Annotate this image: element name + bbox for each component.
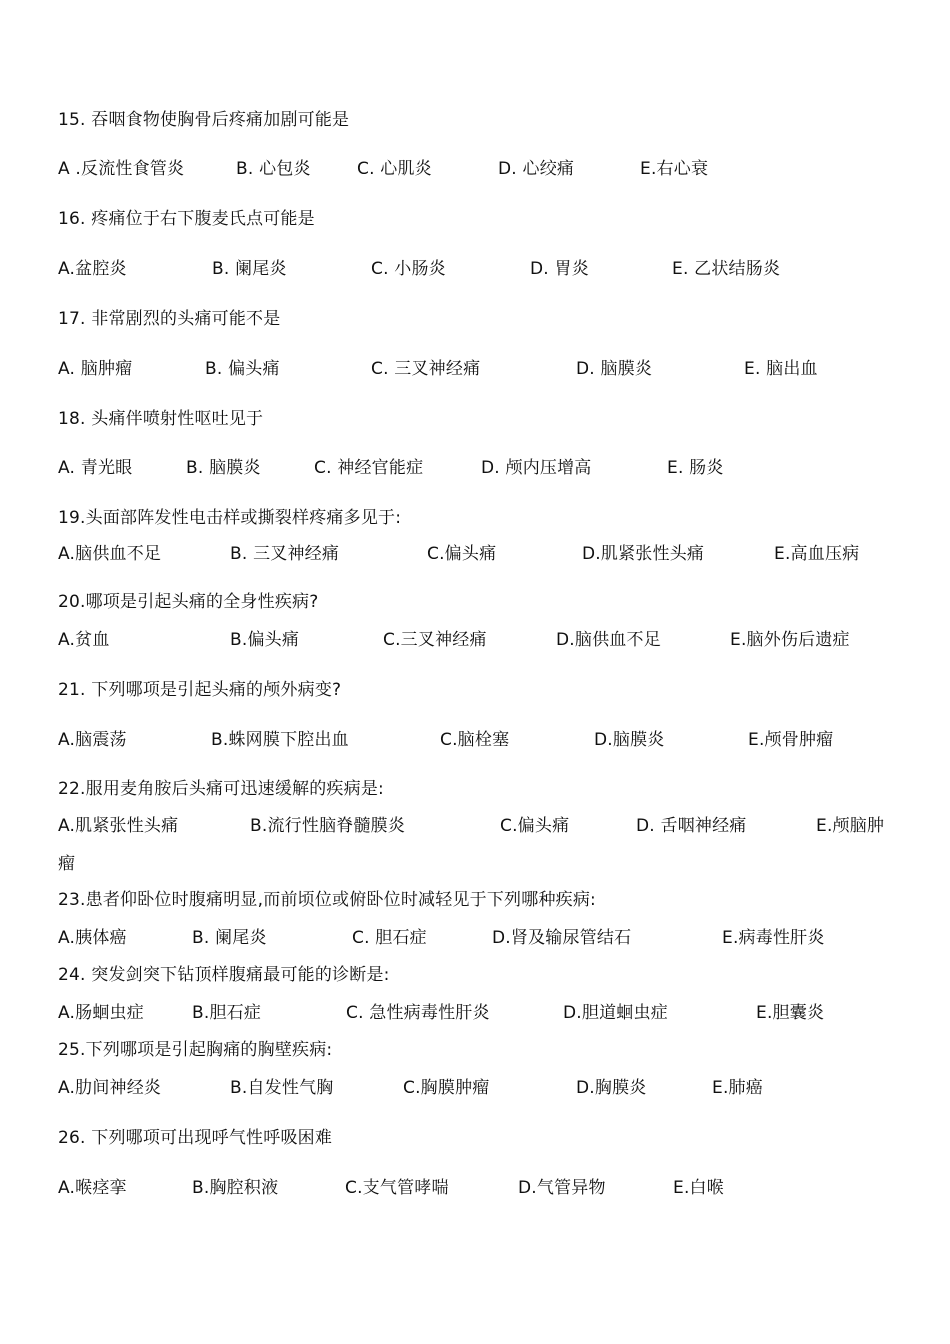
question-16-options <box>58 257 918 281</box>
question-20-options <box>58 628 918 652</box>
option-d: D.脑供血不足 <box>556 630 661 650</box>
question-22-option-e-continuation: 瘤 <box>58 854 76 874</box>
option-b: B. 心包炎 <box>236 159 311 179</box>
option-a: A.脑震荡 <box>58 730 127 750</box>
option-c: C. 急性病毒性肝炎 <box>346 1003 490 1023</box>
question-23-options <box>58 926 918 950</box>
question-18-options <box>58 456 918 480</box>
option-b: B. 阑尾炎 <box>212 259 287 279</box>
option-e: E. 肠炎 <box>667 458 724 478</box>
option-d: D. 舌咽神经痛 <box>636 816 747 836</box>
question-22-stem: 22.服用麦角胺后头痛可迅速缓解的疾病是: <box>58 779 384 799</box>
option-e: E.肺癌 <box>712 1078 763 1098</box>
option-c: C.偏头痛 <box>427 544 497 564</box>
option-b: B. 三叉神经痛 <box>230 544 340 564</box>
option-a: A.贫血 <box>58 630 110 650</box>
option-c: C. 心肌炎 <box>357 159 432 179</box>
option-d: D.肌紧张性头痛 <box>582 544 705 564</box>
option-d: D.肾及输尿管结石 <box>492 928 632 948</box>
option-c: C.三叉神经痛 <box>383 630 487 650</box>
option-b: B. 脑膜炎 <box>186 458 261 478</box>
question-17-stem: 17. 非常剧烈的头痛可能不是 <box>58 309 281 329</box>
option-a: A.脑供血不足 <box>58 544 162 564</box>
question-26-options <box>58 1176 918 1200</box>
option-d: D.胸膜炎 <box>576 1078 647 1098</box>
option-a: A.喉痉挛 <box>58 1178 127 1198</box>
option-a: A.胰体癌 <box>58 928 127 948</box>
option-a: A.肌紧张性头痛 <box>58 816 179 836</box>
option-b: B. 偏头痛 <box>205 359 280 379</box>
option-e: E.高血压病 <box>774 544 860 564</box>
option-e: E.脑外伤后遗症 <box>730 630 850 650</box>
question-17-options <box>58 357 918 381</box>
option-a: A. 脑肿瘤 <box>58 359 133 379</box>
option-a: A. 青光眼 <box>58 458 133 478</box>
option-a: A.肠蛔虫症 <box>58 1003 144 1023</box>
option-e: E.颅脑肿 <box>816 816 885 836</box>
question-25-options <box>58 1076 918 1100</box>
option-e: E.病毒性肝炎 <box>722 928 825 948</box>
question-20-stem: 20.哪项是引起头痛的全身性疾病? <box>58 592 319 612</box>
question-22-options <box>58 814 918 838</box>
question-23-stem: 23.患者仰卧位时腹痛明显,而前顷位或俯卧位时减轻见于下列哪种疾病: <box>58 890 596 910</box>
option-b: B.偏头痛 <box>230 630 300 650</box>
option-c: C. 神经官能症 <box>314 458 424 478</box>
question-15-options <box>58 157 918 181</box>
option-e: E. 乙状结肠炎 <box>672 259 781 279</box>
option-c: C.胸膜肿瘤 <box>403 1078 490 1098</box>
option-b: B.蛛网膜下腔出血 <box>211 730 349 750</box>
option-d: D. 脑膜炎 <box>576 359 653 379</box>
option-d: D. 胃炎 <box>530 259 589 279</box>
option-e: E.胆囊炎 <box>756 1003 825 1023</box>
option-b: B.胸腔积液 <box>192 1178 279 1198</box>
question-25-stem: 25.下列哪项是引起胸痛的胸壁疾病: <box>58 1040 333 1060</box>
option-c: C.支气管哮喘 <box>345 1178 449 1198</box>
option-c: C.偏头痛 <box>500 816 570 836</box>
question-19-options <box>58 542 918 566</box>
question-18-stem: 18. 头痛伴喷射性呕吐见于 <box>58 409 264 429</box>
option-d: D.胆道蛔虫症 <box>563 1003 668 1023</box>
question-16-stem: 16. 疼痛位于右下腹麦氏点可能是 <box>58 209 315 229</box>
option-c: C. 胆石症 <box>352 928 427 948</box>
option-e: E.白喉 <box>673 1178 724 1198</box>
option-e: E.右心衰 <box>640 159 709 179</box>
option-a: A.盆腔炎 <box>58 259 127 279</box>
question-24-options <box>58 1001 918 1025</box>
option-a: A.肋间神经炎 <box>58 1078 162 1098</box>
option-d: D.气管异物 <box>518 1178 606 1198</box>
option-e: E. 脑出血 <box>744 359 818 379</box>
option-b: B. 阑尾炎 <box>192 928 267 948</box>
question-21-options <box>58 728 918 752</box>
option-c: C.脑栓塞 <box>440 730 510 750</box>
question-26-stem: 26. 下列哪项可出现呼气性呼吸困难 <box>58 1128 333 1148</box>
option-d: D.脑膜炎 <box>594 730 665 750</box>
question-21-stem: 21. 下列哪项是引起头痛的颅外病变? <box>58 680 342 700</box>
question-15-stem: 15. 吞咽食物使胸骨后疼痛加剧可能是 <box>58 110 350 130</box>
question-19-stem: 19.头面部阵发性电击样或撕裂样疼痛多见于: <box>58 508 402 528</box>
option-b: B.自发性气胸 <box>230 1078 334 1098</box>
option-b: B.胆石症 <box>192 1003 262 1023</box>
option-e: E.颅骨肿瘤 <box>748 730 834 750</box>
option-d: D. 心绞痛 <box>498 159 575 179</box>
question-24-stem: 24. 突发剑突下钻顶样腹痛最可能的诊断是: <box>58 965 390 985</box>
option-d: D. 颅内压增高 <box>481 458 592 478</box>
option-b: B.流行性脑脊髓膜炎 <box>250 816 406 836</box>
option-a: A .反流性食管炎 <box>58 159 185 179</box>
option-c: C. 三叉神经痛 <box>371 359 481 379</box>
option-c: C. 小肠炎 <box>371 259 446 279</box>
